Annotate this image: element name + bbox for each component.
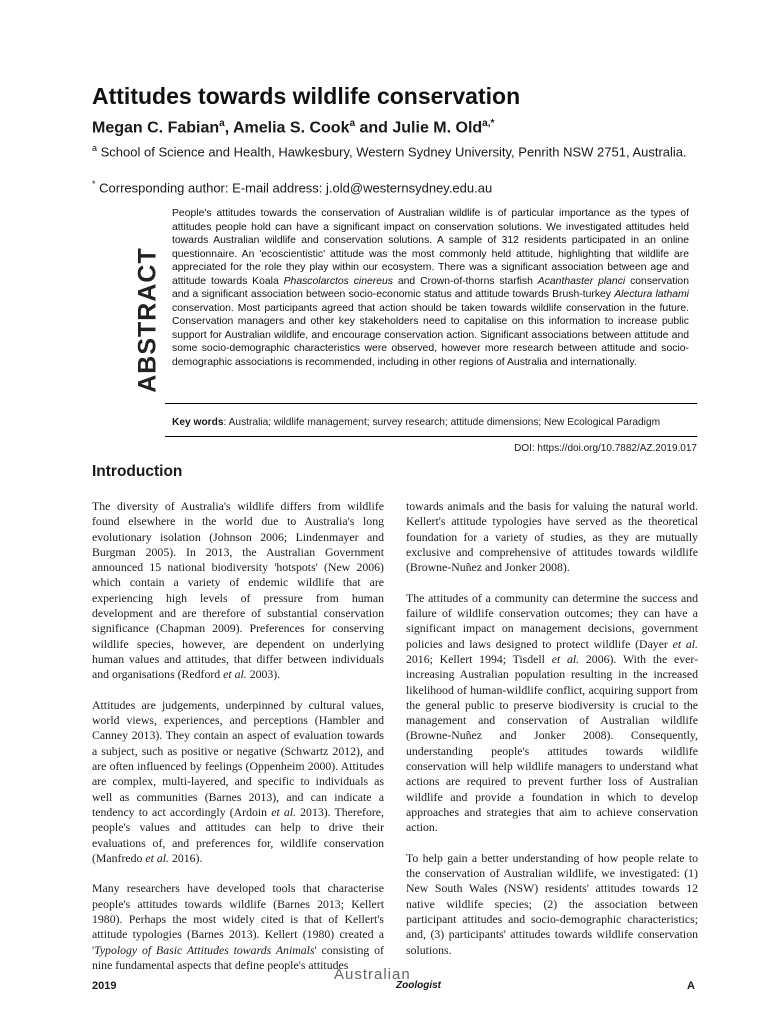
body-column-left [92,499,384,989]
text-run: and Crown-of-thorns starfish [393,275,538,287]
abstract-divider [165,403,697,404]
author-name: Julie M. Old [392,119,483,137]
italic-text: Alectura lathami [614,289,689,301]
abstract-label-text: ABSTRACT [133,247,162,393]
text-run: ' consisting of nine fundamental aspects that define people's attitudes [92,942,384,972]
italic-text: et al. [223,667,247,682]
author-affiliation-mark: a,* [482,118,495,129]
doi-link[interactable]: DOI: https://doi.org/10.7882/AZ.2019.017 [514,443,697,454]
journal-logo [334,966,444,996]
italic-text: Typology of Basic Attitudes towards Animals [94,942,315,957]
body-paragraph [406,591,698,836]
keywords-label: Key words [172,417,224,428]
text-run: towards animals and the basis for valuing the natural world. Kellert's attitude typologies have served as the theoretical foundation for a variety of studies, as they are mutually exclusive and comprehensive of attitudes towards wildlife (Browne-Nuñez and Jonker 2008). [406,499,698,575]
author-separator: , [224,119,233,137]
corresponding-mark: * [92,179,96,189]
keywords [172,417,660,428]
author-name: Megan C. Fabian [92,119,220,137]
text-run: Many researchers have developed tools that characterise people's attitudes towards wildlife (Barnes 2013; Kellert 1980). Perhaps the most widely cited is that of Kellert's attitude typologies (Barnes 2013). Kellert (1980) created a ' [92,881,384,957]
text-run: The attitudes of a community can determine the success and failure of wildlife conservation outcomes; they can have a significant impact on management decisions, government policies and laws designed to protect wildlife (Dayer [406,590,698,651]
abstract-text [172,207,689,370]
author-list [92,114,494,138]
italic-text: et al. [271,804,297,819]
footer-year: 2019 [92,980,117,992]
body-paragraph [92,881,384,973]
body-paragraph [92,499,384,683]
text-run: conservation. Most participants agreed that action should be taken towards wildlife conservation in the future. Conservation managers and other key stakeholders need to capitalise on this information to increase public support for Australian wildlife, and encourage conservation action. Significant associations between attitude and some socio-demographic characteristics were observed, however more research between attitude and socio-demographic associations is recommended, including in other regions of Australia and internationally. [172,302,689,369]
body-column-right [406,499,698,973]
affiliation-mark: a [92,143,98,153]
text-run: 2016). [169,850,203,865]
affiliation [92,139,692,161]
text-run: 2016; Kellert 1994; Tisdell [406,651,552,666]
text-run: conservation and a significant association between socio-economic status and attitude towards Brush-turkey [172,275,689,301]
article-title: Attitudes towards wildlife conservation [92,83,521,109]
corresponding-author-text: Corresponding author: E-mail address: j.old@westernsydney.edu.au [99,180,493,196]
keywords-divider [165,436,697,437]
text-run: 2006). With the ever-increasing Australian population resulting in the increased likelihood of human-wildlife conflict, acquiring support from the general public to preserve biodiversity is crucial to the management and conservation of Australian wildlife (Browne-Nuñez and Jonker 2008). Consequently, understanding people's attitudes towards wildlife conservation will help wildlife managers to understand what actions are required to prevent further loss of Australian wildlife and provide a foundation in which to develop approaches and strategies that aim to achieve conservation action. [406,651,698,835]
body-paragraph [92,698,384,866]
author-affiliation-mark: a [219,118,225,129]
section-heading-introduction: Introduction [92,463,183,480]
text-run: People's attitudes towards the conservation of Australian wildlife is of particular importance as the types of attitudes people hold can have a significant impact on conservation solutions. We investigated attitudes held towards Australian wildlife and conservation solutions. A sample of 312 residents participated in an online questionnaire. An 'ecoscientistic' attitude was the most commonly held attitude, highlighting that wildlife are appreciated for the role they play within our ecosystem. There was a significant association between age and attitude towards Koala [172,208,689,287]
text-run: Attitudes are judgements, underpinned by cultural values, world views, experiences, and perceptions (Hambler and Canney 2013). They contain an aspect of evaluation towards a subject, such as positive or negative (Schwartz 2012), and are often influenced by feelings (Oppenheim 2000). Attitudes are complex, multi-layered, and specific to individuals as well as communities (Barnes 2013), and can indicate a tendency to act accordingly (Ardoin [92,697,384,819]
text-run: 2003). [246,667,281,682]
keywords-list: : Australia; wildlife management; survey research; attitude dimensions; New Ecological Paradigm [223,417,661,428]
abstract-side-label [133,244,163,396]
corresponding-author [92,175,692,197]
text-run: 2013). Therefore, people's values and attitudes can help to drive their evaluations of, and preferences for, wildlife conservation (Manfredo [92,804,384,865]
text-run: The diversity of Australia's wildlife differs from wildlife found elsewhere in the world due to Australia's long evolutionary isolation (Johnson 2006; Lindenmayer and Burgman 2005). In 2013, the Australian Government announced 15 national biodiversity 'hotspots' (New 2006) which contain a variety of endemic wildlife that are experiencing high levels of pressure from human development and are therefore of substantial conservation significance (Chapman 2009). Preferences for conserving wildlife species, however, are dependent on underlying human values and attitudes, that differ between individuals and organisations (Redford [92,499,384,682]
author-affiliation-mark: a [349,118,356,129]
affiliation-text: School of Science and Health, Hawkesbury, Western Sydney University, Penrith NSW 2751, Australia. [100,144,687,160]
footer-section-letter: A [687,980,695,992]
body-paragraph [406,499,698,575]
italic-text: et al. [145,850,169,865]
italic-text: Phascolarctos cinereus [283,275,394,287]
body-paragraph [406,851,698,958]
author-separator: and [355,119,393,137]
italic-text: et al. [672,636,698,651]
italic-text: et al. [551,651,580,666]
journal-logo-word-1: Australian [334,966,411,983]
italic-text: Acanthaster planci [537,275,626,287]
author-name: Amelia S. Cook [232,119,350,137]
journal-logo-word-2: Zoologist [396,980,441,991]
text-run: To help gain a better understanding of how people relate to the conservation of Australian wildlife, we investigated: (1) New South Wales (NSW) residents' attitudes towards 12 native wildlife species; (2) the association between participant attitudes and socio-demographic characteristics; and, (3) participants' attitudes towards wildlife conservation solutions. [406,850,698,957]
